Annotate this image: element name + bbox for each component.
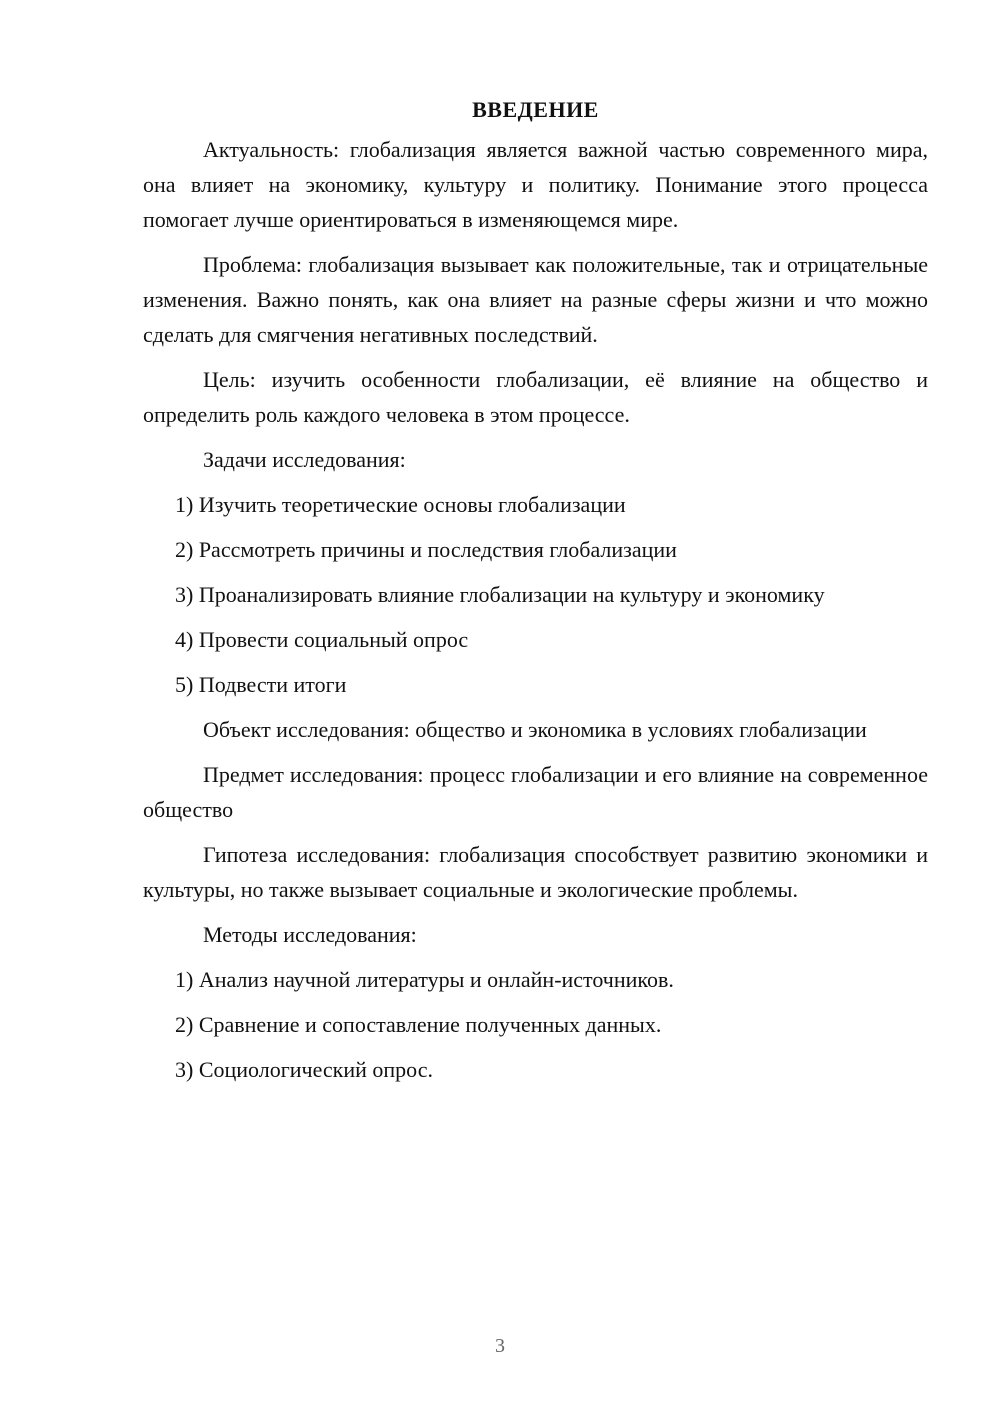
task-item: 4) Провести социальный опрос <box>175 627 469 652</box>
tasks-label: Задачи исследования: <box>203 447 406 472</box>
method-item: 1) Анализ научной литературы и онлайн-источников. <box>175 967 674 992</box>
task-item: 1) Изучить теоретические основы глобализации <box>175 492 626 517</box>
method-item: 2) Сравнение и сопоставление полученных данных. <box>175 1012 662 1037</box>
hypothesis-paragraph: Гипотеза исследования: глобализация способствует развитию экономики и культуры, но также вызывает социальные и экологические проблемы. <box>143 842 928 902</box>
subject-paragraph: Предмет исследования: процесс глобализации и его влияние на современное общество <box>143 762 928 822</box>
task-item: 2) Рассмотреть причины и последствия глобализации <box>175 537 677 562</box>
goal-paragraph: Цель: изучить особенности глобализации, её влияние на общество и определить роль каждого человека в этом процессе. <box>143 367 928 427</box>
task-item: 3) Проанализировать влияние глобализации на культуру и экономику <box>175 582 825 607</box>
problem-paragraph: Проблема: глобализация вызывает как положительные, так и отрицательные изменения. Важно понять, как она влияет на разные сферы жизни и что можно сделать для смягчения негативных последствий. <box>143 252 928 347</box>
page-number: 3 <box>495 1335 505 1357</box>
method-item: 3) Социологический опрос. <box>175 1057 433 1082</box>
relevance-paragraph: Актуальность: глобализация является важной частью современного мира, она влияет на экономику, культуру и политику. Понимание этого процесса помогает лучше ориентироваться в изменяющемся мире. <box>143 137 928 232</box>
task-item: 5) Подвести итоги <box>175 672 347 697</box>
methods-label: Методы исследования: <box>203 922 417 947</box>
methods-list <box>143 962 928 1087</box>
object-paragraph: Объект исследования: общество и экономика в условиях глобализации <box>203 717 867 742</box>
page-content <box>143 92 928 1097</box>
tasks-list <box>143 487 928 702</box>
section-heading: ВВЕДЕНИЕ <box>472 97 599 122</box>
